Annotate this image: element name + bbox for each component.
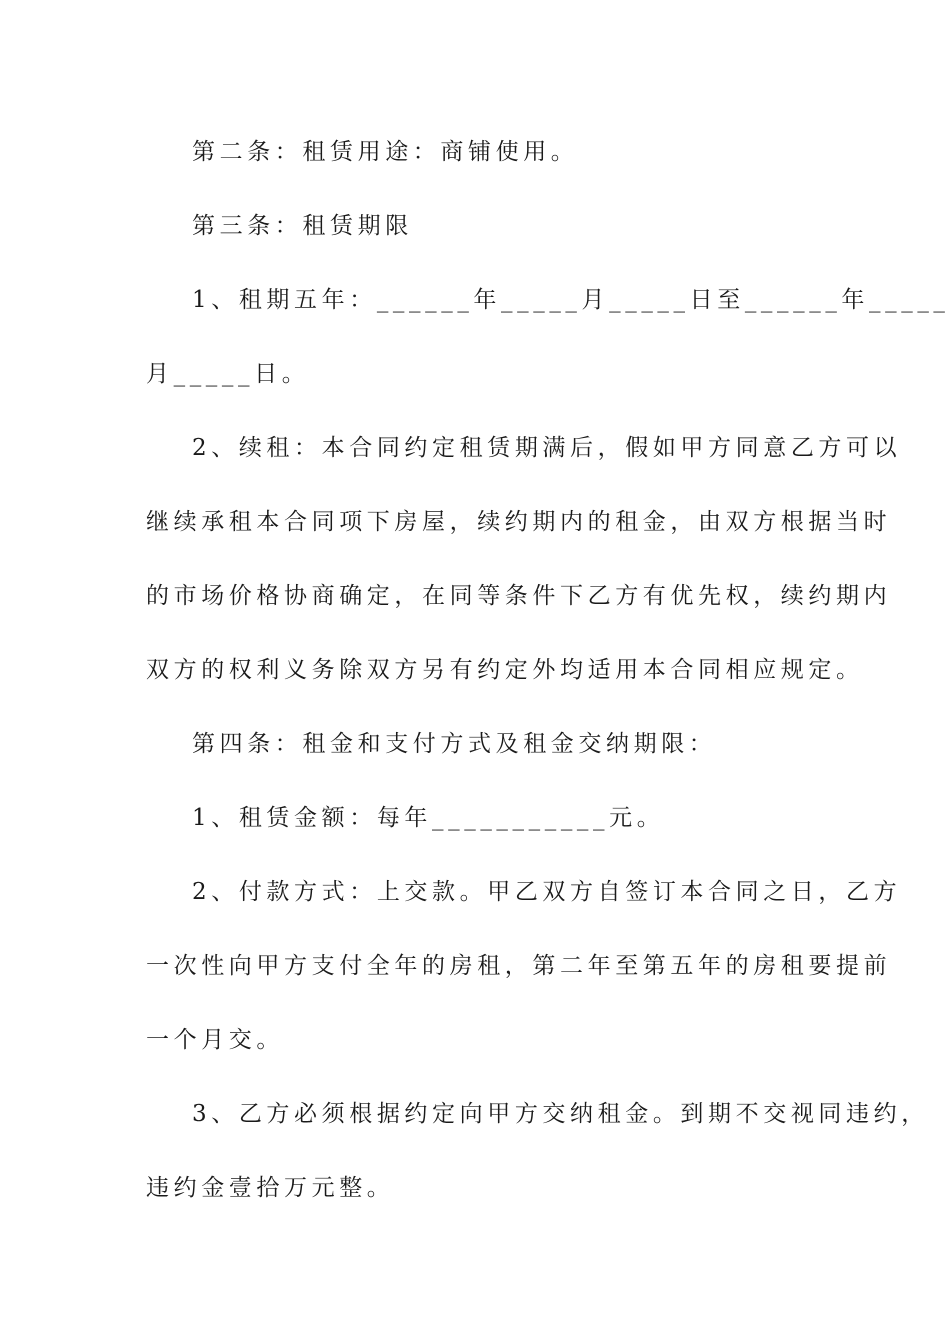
clause-3-item-2-line-3: 的市场价格协商确定，在同等条件下乙方有优先权，续约期内 <box>146 583 892 609</box>
clause-4-heading: 第四条：租金和支付方式及租金交纳期限： <box>192 731 717 757</box>
clause-3-item-2-line-1: 2、续租：本合同约定租赁期满后，假如甲方同意乙方可以 <box>192 435 902 461</box>
clause-3-item-1-line-1: 1、租期五年：______年_____月_____日至______年_____ <box>192 287 950 313</box>
clause-4-item-2-line-3: 一个月交。 <box>146 1027 284 1053</box>
clause-3-item-2-line-2: 继续承租本合同项下房屋，续约期内的租金，由双方根据当时 <box>146 509 892 535</box>
clause-4-item-1: 1、租赁金额：每年___________元。 <box>192 805 665 831</box>
clause-4-item-2-line-1: 2、付款方式：上交款。甲乙双方自签订本合同之日，乙方 <box>192 879 902 905</box>
clause-4-item-3-line-1: 3、乙方必须根据约定向甲方交纳租金。到期不交视同违约， <box>192 1101 929 1127</box>
clause-3-heading: 第三条：租赁期限 <box>192 213 413 239</box>
clause-3-item-1-line-2: 月_____日。 <box>146 361 310 387</box>
clause-3-item-2-line-4: 双方的权利义务除双方另有约定外均适用本合同相应规定。 <box>146 657 864 683</box>
clause-4-item-2-line-2: 一次性向甲方支付全年的房租，第二年至第五年的房租要提前 <box>146 953 892 979</box>
clause-2-use: 第二条：租赁用途：商铺使用。 <box>192 139 579 165</box>
clause-4-item-3-line-2: 违约金壹拾万元整。 <box>146 1175 395 1201</box>
